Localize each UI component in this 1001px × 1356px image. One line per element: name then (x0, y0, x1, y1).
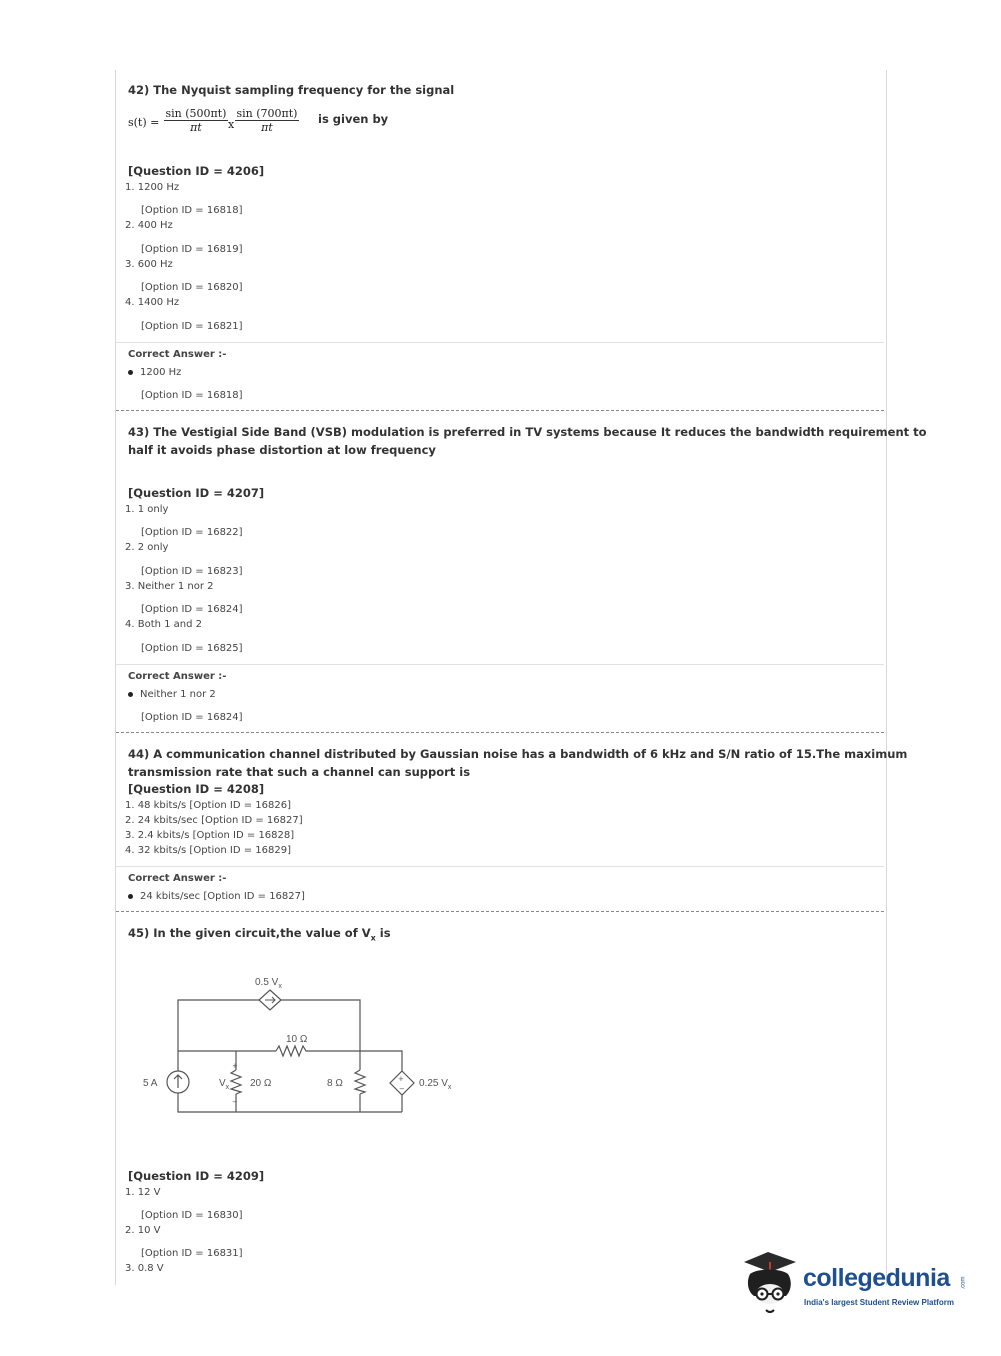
bullet-icon (128, 370, 133, 375)
question-44-id: [Question ID = 4208] (128, 782, 265, 796)
formula-tail: is given by (318, 112, 389, 126)
q42-option-2: 2. 400 Hz (125, 220, 173, 231)
question-42-id: [Question ID = 4206] (128, 164, 265, 178)
q43-option-1-id: [Option ID = 16822] (141, 527, 243, 538)
formula-den-1: πt (190, 121, 202, 134)
q45-option-2: 2. 10 V (125, 1225, 161, 1236)
label-dep-right: 0.25 $V_x$ (419, 1078, 452, 1091)
question-43-id: [Question ID = 4207] (128, 486, 265, 500)
q44-option-1: 1. 48 kbits/s [Option ID = 16826] (125, 800, 291, 811)
q42-answer (128, 367, 181, 378)
label-dep-top: 0.5 $V_x$ (255, 977, 282, 990)
q45-option-1-id: [Option ID = 16830] (141, 1210, 243, 1221)
q45-option-1: 1. 12 V (125, 1187, 161, 1198)
logo-suffix: .com (960, 1276, 967, 1290)
question-44-title-line2: transmission rate that such a channel can support is (128, 765, 471, 779)
label-source: 5 A (143, 1078, 158, 1089)
formula-lhs: s(t) = (128, 116, 160, 129)
q45-option-3: 3. 0.8 V (125, 1263, 164, 1274)
q45-title-sub: x (370, 933, 376, 943)
q44-answer-heading: Correct Answer :- (128, 873, 227, 884)
q44-option-4: 4. 32 kbits/s [Option ID = 16829] (125, 845, 291, 856)
svg-text:+: + (232, 1062, 238, 1070)
section-divider (116, 732, 884, 733)
dependent-source-top (259, 990, 281, 1010)
bullet-icon (128, 894, 133, 899)
question-43-title-line2: half it avoids phase distortion at low frequency (128, 443, 436, 457)
q43-answer-text: Neither 1 nor 2 (140, 689, 216, 700)
q44-option-3: 3. 2.4 kbits/s [Option ID = 16828] (125, 830, 295, 841)
question-43-title-line1: 43) The Vestigial Side Band (VSB) modulation is preferred in TV systems because It reduces the bandwidth requirement to (128, 425, 927, 439)
q42-option-4: 4. 1400 Hz (125, 297, 180, 308)
q44-option-2: 2. 24 kbits/sec [Option ID = 16827] (125, 815, 303, 826)
question-45-id: [Question ID = 4209] (128, 1169, 265, 1183)
q43-option-3: 3. Neither 1 nor 2 (125, 581, 214, 592)
svg-text:−: − (399, 1085, 405, 1093)
question-42-title: 42) The Nyquist sampling frequency for the signal (128, 83, 455, 97)
label-r10: 10 Ω (286, 1034, 308, 1045)
q43-answer-id: [Option ID = 16824] (141, 712, 243, 723)
q42-option-1-id: [Option ID = 16818] (141, 205, 243, 216)
logo-tagline: India's largest Student Review Platform (804, 1298, 954, 1307)
q42-option-1: 1. 1200 Hz (125, 182, 180, 193)
formula-times: x (228, 118, 235, 131)
q43-option-4: 4. Both 1 and 2 (125, 619, 203, 630)
formula-num-1: sin (500πt) (165, 107, 227, 120)
label-vx: $V_x$ (219, 1078, 230, 1091)
divider (116, 342, 884, 343)
q43-option-2: 2. 2 only (125, 542, 169, 553)
q42-option-4-id: [Option ID = 16821] (141, 321, 243, 332)
q42-answer-text: 1200 Hz (140, 367, 182, 378)
svg-text:+: + (398, 1075, 404, 1083)
q42-option-2-id: [Option ID = 16819] (141, 244, 243, 255)
label-r8: 8 Ω (327, 1078, 343, 1089)
q43-answer-heading: Correct Answer :- (128, 671, 227, 682)
dependent-source-right (390, 1071, 414, 1095)
q45-title-prefix: 45) In the given circuit,the value of V (128, 926, 371, 940)
current-source-5a (167, 1071, 189, 1093)
divider (116, 664, 884, 665)
q42-answer-heading: Correct Answer :- (128, 349, 227, 360)
q45-title-suffix: is (375, 926, 391, 940)
divider (116, 866, 884, 867)
q44-answer (128, 891, 305, 902)
q44-answer-text: 24 kbits/sec [Option ID = 16827] (140, 891, 305, 902)
formula-num-2: sin (700πt) (236, 107, 298, 120)
bullet-icon (128, 692, 133, 697)
q43-option-4-id: [Option ID = 16825] (141, 643, 243, 654)
q43-answer (128, 689, 216, 700)
resistor-20-ohm (231, 1070, 241, 1094)
mascot-icon (740, 1248, 802, 1320)
section-divider (116, 911, 884, 912)
circuit-diagram (140, 970, 480, 1120)
formula-fraction-1 (164, 107, 228, 134)
question-44-title-line1: 44) A communication channel distributed by Gaussian noise has a bandwidth of 6 kHz and S/N ratio of 15.The maximum (128, 747, 908, 761)
q43-option-3-id: [Option ID = 16824] (141, 604, 243, 615)
q42-option-3: 3. 600 Hz (125, 259, 173, 270)
q42-option-3-id: [Option ID = 16820] (141, 282, 243, 293)
section-divider (116, 410, 884, 411)
q43-option-1: 1. 1 only (125, 504, 169, 515)
q45-option-2-id: [Option ID = 16831] (141, 1248, 243, 1259)
q43-option-2-id: [Option ID = 16823] (141, 566, 243, 577)
svg-text:−: − (232, 1098, 238, 1106)
resistor-8-ohm (355, 1070, 365, 1094)
question-45-title (128, 926, 391, 942)
formula-fraction-2 (235, 107, 299, 134)
formula-den-2: πt (261, 121, 273, 134)
logo-name: collegedunia (803, 1264, 950, 1292)
resistor-10-ohm (276, 1046, 308, 1056)
label-r20: 20 Ω (250, 1078, 272, 1089)
q42-answer-id: [Option ID = 16818] (141, 390, 243, 401)
